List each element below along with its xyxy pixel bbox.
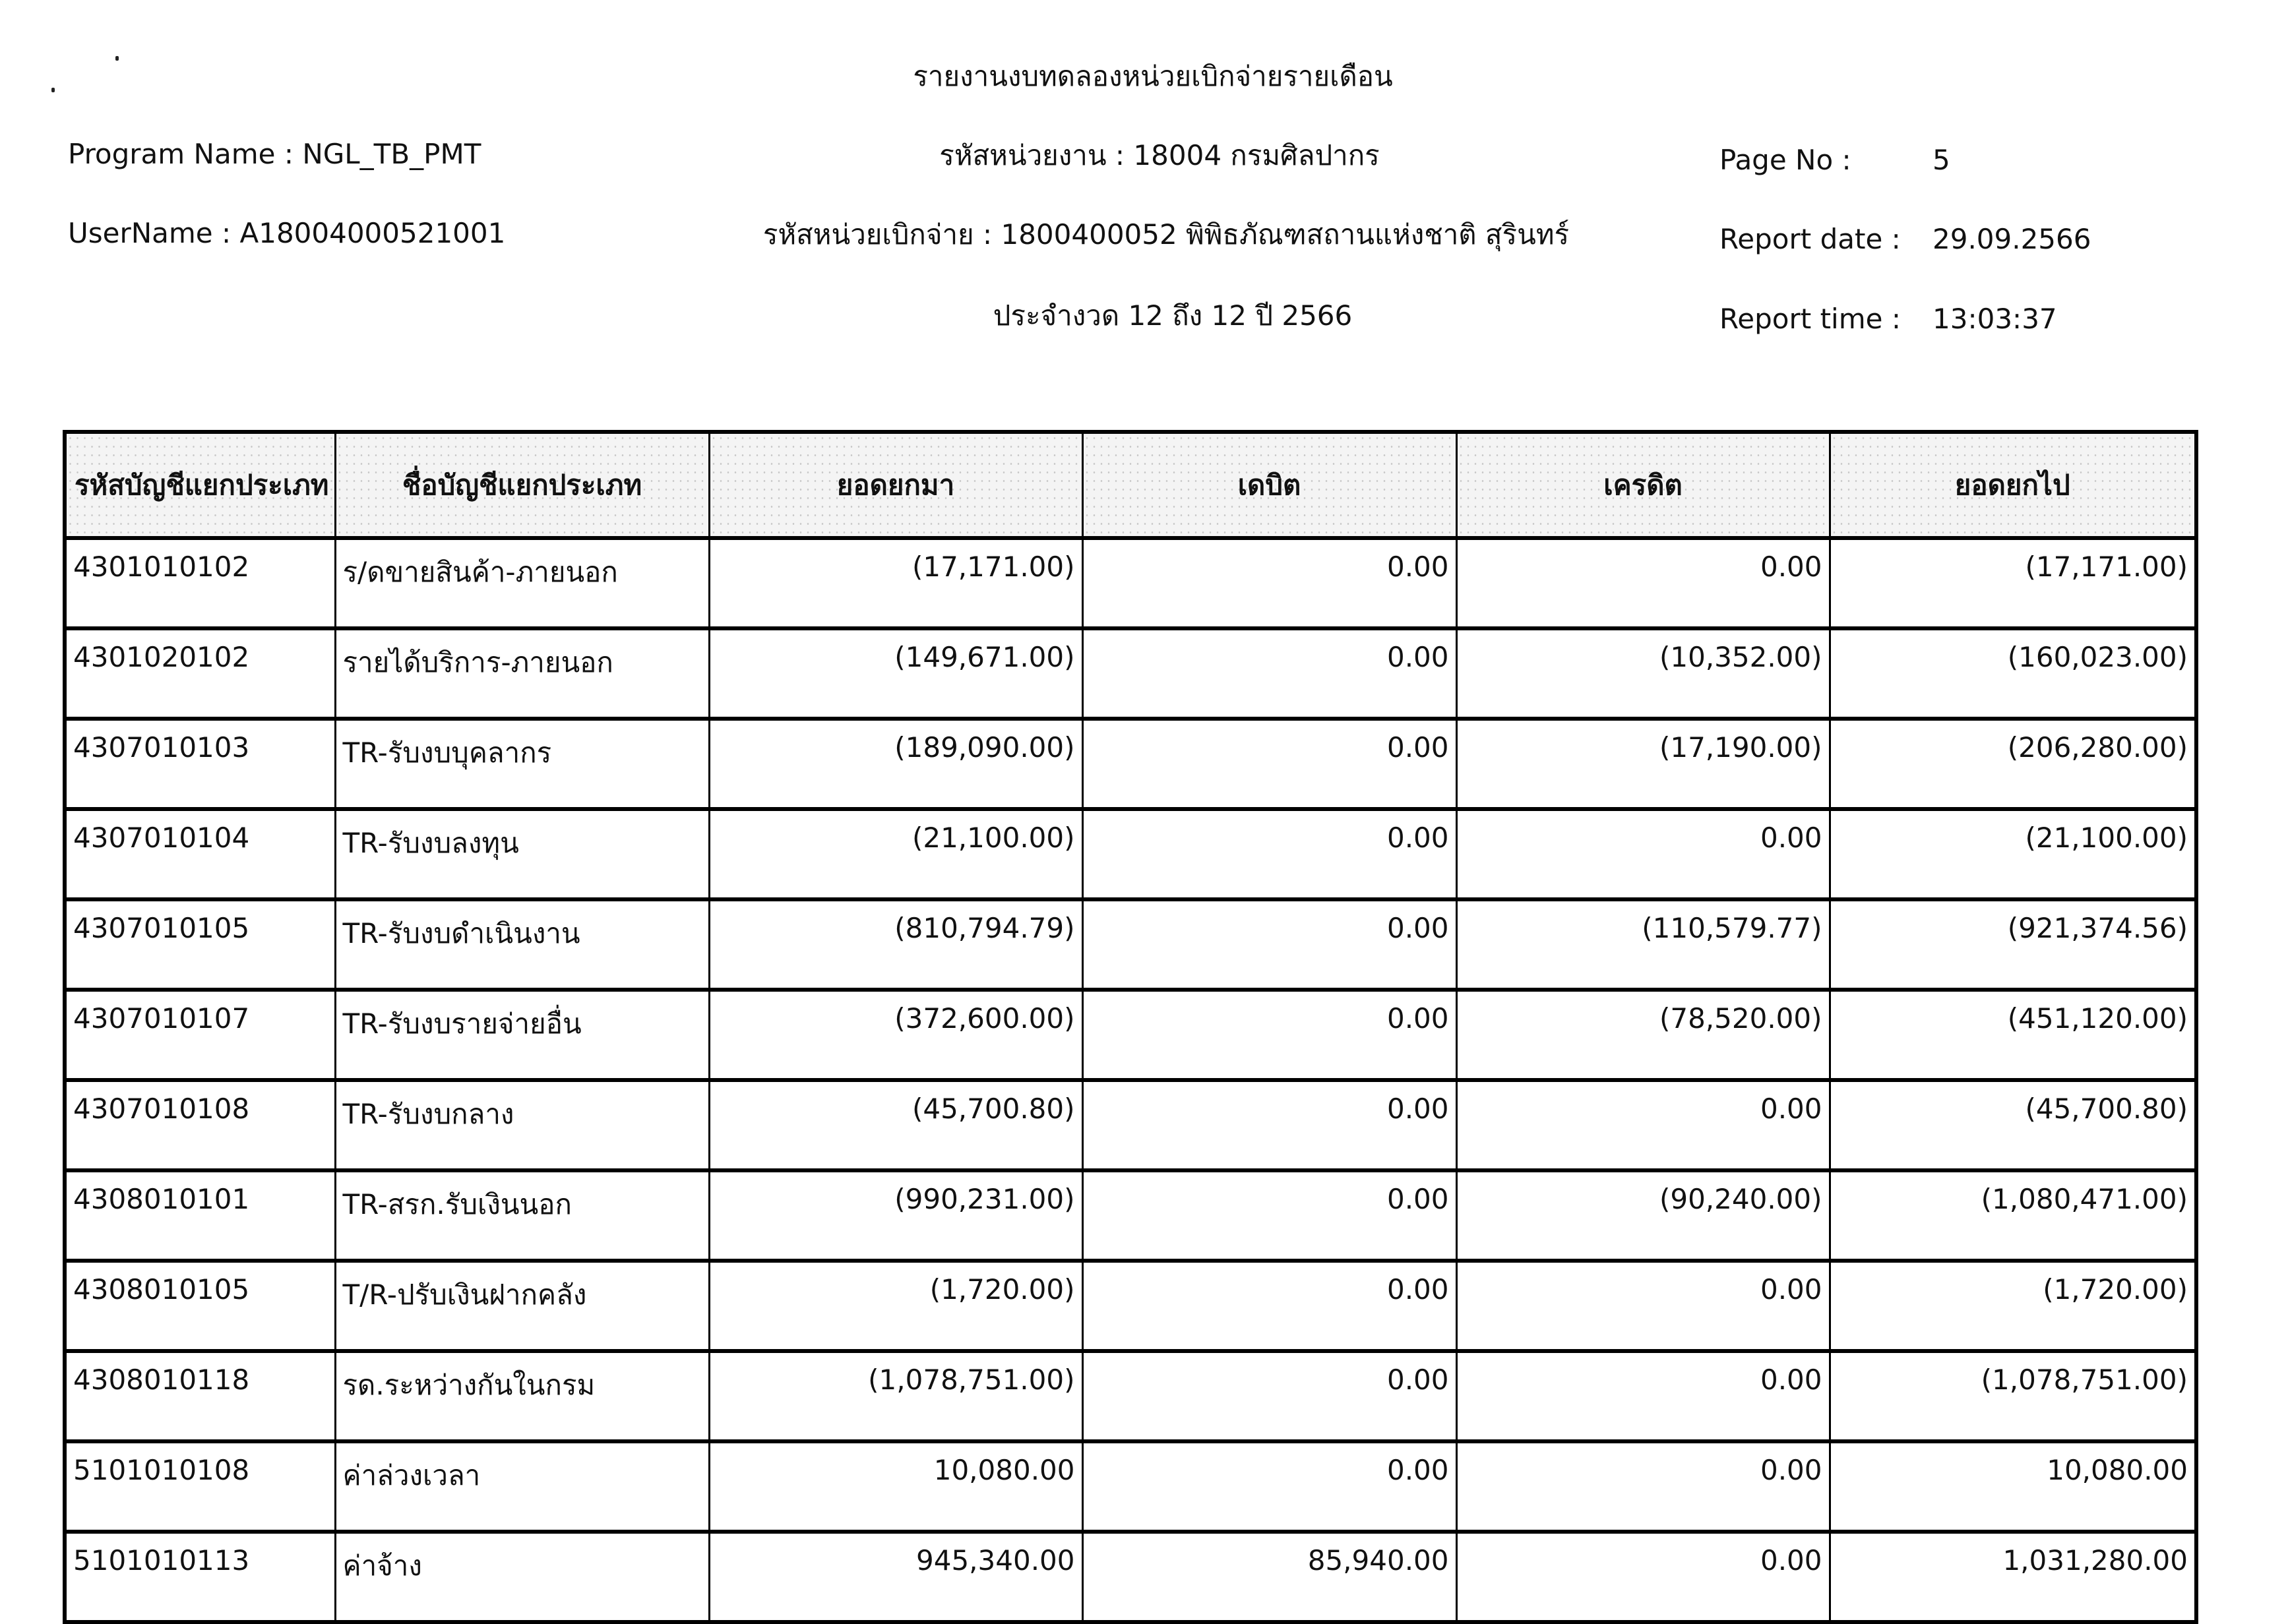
closing-balance: (1,720.00) [1830,1261,2196,1351]
debit: 0.00 [1082,538,1456,628]
opening-balance: (189,090.00) [709,719,1082,809]
program-name: Program Name : NGL_TB_PMT [68,138,481,170]
debit: 0.00 [1082,809,1456,899]
debit: 0.00 [1082,899,1456,990]
account-name: TR-รับงบดำเนินงาน [335,899,709,990]
opening-balance: (1,078,751.00) [709,1351,1082,1441]
opening-balance: (990,231.00) [709,1170,1082,1261]
closing-balance: (17,171.00) [1830,538,2196,628]
credit: (10,352.00) [1456,628,1830,719]
account-name: ค่าล่วงเวลา [335,1441,709,1532]
table-row [65,990,2196,1080]
account-code: 4307010103 [65,719,335,809]
header-debit: เดบิต [1082,432,1456,538]
table-row [65,1261,2196,1351]
account-code: 4308010118 [65,1351,335,1441]
agency-line: รหัสหน่วยงาน : 18004 กรมศิลปากร [939,139,1380,171]
debit: 0.00 [1082,719,1456,809]
credit: 0.00 [1456,1351,1830,1441]
closing-balance: (1,080,471.00) [1830,1170,2196,1261]
page-no-label: Page No : [1719,144,1851,176]
debit: 0.00 [1082,990,1456,1080]
header-account-code: รหัสบัญชีแยกประเภท [65,432,335,538]
account-code: 4308010105 [65,1261,335,1351]
closing-balance: (451,120.00) [1830,990,2196,1080]
account-name: TR-รับงบรายจ่ายอื่น [335,990,709,1080]
table-row [65,1170,2196,1261]
account-name: รด.ระหว่างกันในกรม [335,1351,709,1441]
debit: 0.00 [1082,628,1456,719]
opening-balance: (21,100.00) [709,809,1082,899]
page-no-value: 5 [1932,144,1950,176]
account-code: 4307010107 [65,990,335,1080]
account-name: TR-รับงบบุคลากร [335,719,709,809]
credit: 0.00 [1456,1261,1830,1351]
debit: 0.00 [1082,1170,1456,1261]
opening-balance: (810,794.79) [709,899,1082,990]
opening-balance: (372,600.00) [709,990,1082,1080]
closing-balance: (45,700.80) [1830,1080,2196,1170]
table-row [65,538,2196,628]
table-row [65,1441,2196,1532]
table-row [65,899,2196,990]
table-row [65,809,2196,899]
scan-speck [51,88,55,92]
account-code: 5101010108 [65,1441,335,1532]
account-name: ค่าจ้าง [335,1532,709,1622]
account-name: T/R-ปรับเงินฝากคลัง [335,1261,709,1351]
scan-speck [115,56,119,61]
user-name: UserName : A18004000521001 [68,217,506,249]
table-row [65,1351,2196,1441]
report-time-value: 13:03:37 [1932,303,2057,335]
account-name: TR-รับงบกลาง [335,1080,709,1170]
report-date-label: Report date : [1719,223,1901,255]
account-name: TR-สรก.รับเงินนอก [335,1170,709,1261]
credit: 0.00 [1456,809,1830,899]
table-row [65,628,2196,719]
opening-balance: (17,171.00) [709,538,1082,628]
report-title: รายงานงบทดลองหน่วยเบิกจ่ายรายเดือน [913,60,1393,92]
debit: 0.00 [1082,1351,1456,1441]
account-code: 4301010102 [65,538,335,628]
opening-balance: (149,671.00) [709,628,1082,719]
account-code: 5101010113 [65,1532,335,1622]
closing-balance: (160,023.00) [1830,628,2196,719]
header-opening-balance: ยอดยกมา [709,432,1082,538]
credit: 0.00 [1456,538,1830,628]
trial-balance-table [63,430,2198,1624]
report-date-value: 29.09.2566 [1932,223,2091,255]
table-header-row [65,432,2196,538]
account-code: 4307010105 [65,899,335,990]
account-code: 4308010101 [65,1170,335,1261]
header-account-name: ชื่อบัญชีแยกประเภท [335,432,709,538]
credit: (90,240.00) [1456,1170,1830,1261]
closing-balance: (21,100.00) [1830,809,2196,899]
disbursing-unit-line: รหัสหน่วยเบิกจ่าย : 1800400052 พิพิธภัณฑสถานแห่งชาติ สุรินทร์ [762,218,1570,251]
debit: 0.00 [1082,1261,1456,1351]
account-name: รายได้บริการ-ภายนอก [335,628,709,719]
debit: 0.00 [1082,1441,1456,1532]
credit: 0.00 [1456,1080,1830,1170]
opening-balance: (1,720.00) [709,1261,1082,1351]
header-closing-balance: ยอดยกไป [1830,432,2196,538]
credit: (78,520.00) [1456,990,1830,1080]
table-row [65,1080,2196,1170]
credit: 0.00 [1456,1441,1830,1532]
account-code: 4301020102 [65,628,335,719]
table-row [65,719,2196,809]
debit: 85,940.00 [1082,1532,1456,1622]
closing-balance: 1,031,280.00 [1830,1532,2196,1622]
header-credit: เครดิต [1456,432,1830,538]
opening-balance: 945,340.00 [709,1532,1082,1622]
closing-balance: 10,080.00 [1830,1441,2196,1532]
credit: 0.00 [1456,1532,1830,1622]
closing-balance: (921,374.56) [1830,899,2196,990]
credit: (110,579.77) [1456,899,1830,990]
closing-balance: (206,280.00) [1830,719,2196,809]
closing-balance: (1,078,751.00) [1830,1351,2196,1441]
table-row [65,1532,2196,1622]
debit: 0.00 [1082,1080,1456,1170]
report-time-label: Report time : [1719,303,1901,335]
period-line: ประจำงวด 12 ถึง 12 ปี 2566 [993,299,1353,332]
account-name: TR-รับงบลงทุน [335,809,709,899]
account-code: 4307010104 [65,809,335,899]
opening-balance: (45,700.80) [709,1080,1082,1170]
account-code: 4307010108 [65,1080,335,1170]
opening-balance: 10,080.00 [709,1441,1082,1532]
credit: (17,190.00) [1456,719,1830,809]
account-name: ร/ดขายสินค้า-ภายนอก [335,538,709,628]
